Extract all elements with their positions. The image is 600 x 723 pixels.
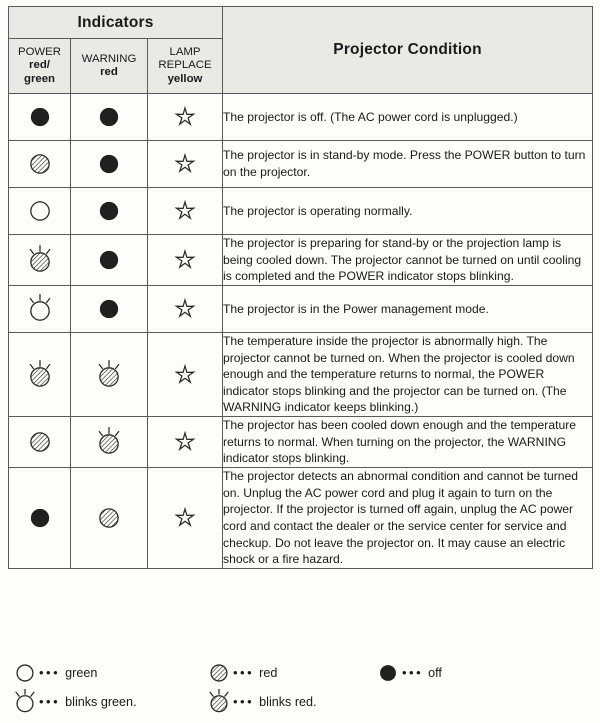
power-indicator-cell — [9, 94, 71, 141]
off-indicator-icon — [375, 660, 401, 686]
lamp-replace-indicator-cell — [148, 235, 223, 286]
projector-condition-cell: The projector has been cooled down enough and the temperature returns to normal. When turning on the projector, the WARNING indicator stops blinking. — [223, 417, 593, 468]
red-indicator-icon — [25, 427, 55, 457]
blinks-red-indicator-icon — [206, 689, 232, 715]
star-indicator-icon — [170, 294, 200, 324]
power-indicator-cell — [9, 188, 71, 235]
star-indicator-icon — [170, 427, 200, 457]
legend-item — [12, 689, 137, 715]
star-indicator-icon — [170, 245, 200, 275]
warning-label: WARNING — [81, 52, 137, 65]
legend-label: red — [259, 666, 278, 680]
legend-label: off — [428, 666, 442, 680]
table-row — [9, 235, 593, 286]
warning-indicator-cell — [71, 468, 148, 569]
column-header-warning — [71, 39, 148, 94]
star-indicator-icon — [170, 149, 200, 179]
indicators-group-header: Indicators — [9, 7, 223, 39]
off-indicator-icon — [25, 102, 55, 132]
off-indicator-icon — [94, 149, 124, 179]
projector-condition-cell: The projector is operating normally. — [223, 188, 593, 235]
red-indicator-icon — [206, 660, 232, 686]
lamp-replace-indicator-cell — [148, 468, 223, 569]
off-indicator-icon — [94, 102, 124, 132]
legend — [8, 660, 592, 718]
warning-indicator-cell — [71, 332, 148, 416]
legend-dots: ••• — [233, 693, 255, 709]
legend-label: blinks red. — [259, 695, 317, 709]
blinks-green-indicator-icon — [12, 689, 38, 715]
lamp-replace-indicator-cell — [148, 141, 223, 188]
table-row — [9, 417, 593, 468]
warning-indicator-cell — [71, 285, 148, 332]
table-row — [9, 94, 593, 141]
projector-condition-cell: The projector is in stand-by mode. Press the POWER button to turn on the projector. — [223, 141, 593, 188]
lamp-label-2: REPLACE — [158, 59, 212, 72]
blinks-red-indicator-icon — [94, 360, 124, 390]
blinks-red-indicator-icon — [25, 360, 55, 390]
power-color-1: red/ — [29, 59, 50, 72]
legend-dots: ••• — [233, 664, 255, 680]
table-row — [9, 188, 593, 235]
projector-condition-header: Projector Condition — [223, 7, 593, 94]
star-indicator-icon — [170, 102, 200, 132]
table-row — [9, 332, 593, 416]
legend-dots: ••• — [402, 664, 424, 680]
lamp-replace-indicator-cell — [148, 332, 223, 416]
projector-condition-cell: The projector is off. (The AC power cord is unplugged.) — [223, 94, 593, 141]
green-indicator-icon — [25, 196, 55, 226]
projector-condition-cell: The temperature inside the projector is abnormally high. The projector cannot be turned on. When the projector is cooled down enough and the temperature returns to normal, the POWER indicator stops blinking and the projector can be turned on. (The WARNING indicator keeps blinking.) — [223, 332, 593, 416]
lamp-replace-indicator-cell — [148, 417, 223, 468]
legend-label: blinks green. — [65, 695, 137, 709]
star-indicator-icon — [170, 196, 200, 226]
power-indicator-cell — [9, 235, 71, 286]
legend-item — [375, 660, 442, 686]
legend-dots: ••• — [39, 664, 61, 680]
blinks-red-indicator-icon — [94, 427, 124, 457]
projector-condition-cell: The projector is preparing for stand-by or the projection lamp is being cooled down. The projector cannot be turned on until cooling is completed and the POWER indicator stops blinking. — [223, 235, 593, 286]
legend-item — [12, 660, 97, 686]
power-indicator-cell — [9, 417, 71, 468]
legend-item — [206, 660, 277, 686]
warning-color: red — [100, 66, 118, 78]
table-row — [9, 285, 593, 332]
projector-condition-cell: The projector detects an abnormal condition and cannot be turned on. Unplug the AC power cord and plug it again to turn on the projector. If the projector is turned off again, unplug the AC power cord and contact the dealer or the service center for service and checkup. Do not leave the projector on. It may cause an electric shock or a fire hazard. — [223, 468, 593, 569]
warning-indicator-cell — [71, 141, 148, 188]
blinks-green-indicator-icon — [25, 294, 55, 324]
legend-item — [206, 689, 317, 715]
red-indicator-icon — [94, 503, 124, 533]
red-indicator-icon — [25, 149, 55, 179]
table-body — [9, 94, 593, 569]
warning-indicator-cell — [71, 417, 148, 468]
projector-condition-cell: The projector is in the Power management mode. — [223, 285, 593, 332]
column-header-power — [9, 39, 71, 94]
legend-label: green — [65, 666, 98, 680]
star-indicator-icon — [170, 360, 200, 390]
power-label: POWER — [17, 45, 62, 58]
star-indicator-icon — [170, 503, 200, 533]
lamp-replace-indicator-cell — [148, 94, 223, 141]
warning-indicator-cell — [71, 94, 148, 141]
warning-indicator-cell — [71, 188, 148, 235]
warning-indicator-cell — [71, 235, 148, 286]
lamp-label-1: LAMP — [169, 45, 201, 58]
off-indicator-icon — [25, 503, 55, 533]
projector-indicator-table — [8, 6, 593, 569]
table-header-row-top — [9, 7, 593, 39]
lamp-replace-indicator-cell — [148, 285, 223, 332]
legend-dots: ••• — [39, 693, 61, 709]
power-indicator-cell — [9, 332, 71, 416]
power-indicator-cell — [9, 468, 71, 569]
green-indicator-icon — [12, 660, 38, 686]
power-indicator-cell — [9, 285, 71, 332]
off-indicator-icon — [94, 294, 124, 324]
table-row — [9, 468, 593, 569]
table-row — [9, 141, 593, 188]
lamp-color: yellow — [167, 72, 203, 85]
power-indicator-cell — [9, 141, 71, 188]
off-indicator-icon — [94, 196, 124, 226]
power-color-2: green — [23, 72, 56, 85]
column-header-lamp-replace — [148, 39, 223, 94]
blinks-red-indicator-icon — [25, 245, 55, 275]
off-indicator-icon — [94, 245, 124, 275]
lamp-replace-indicator-cell — [148, 188, 223, 235]
